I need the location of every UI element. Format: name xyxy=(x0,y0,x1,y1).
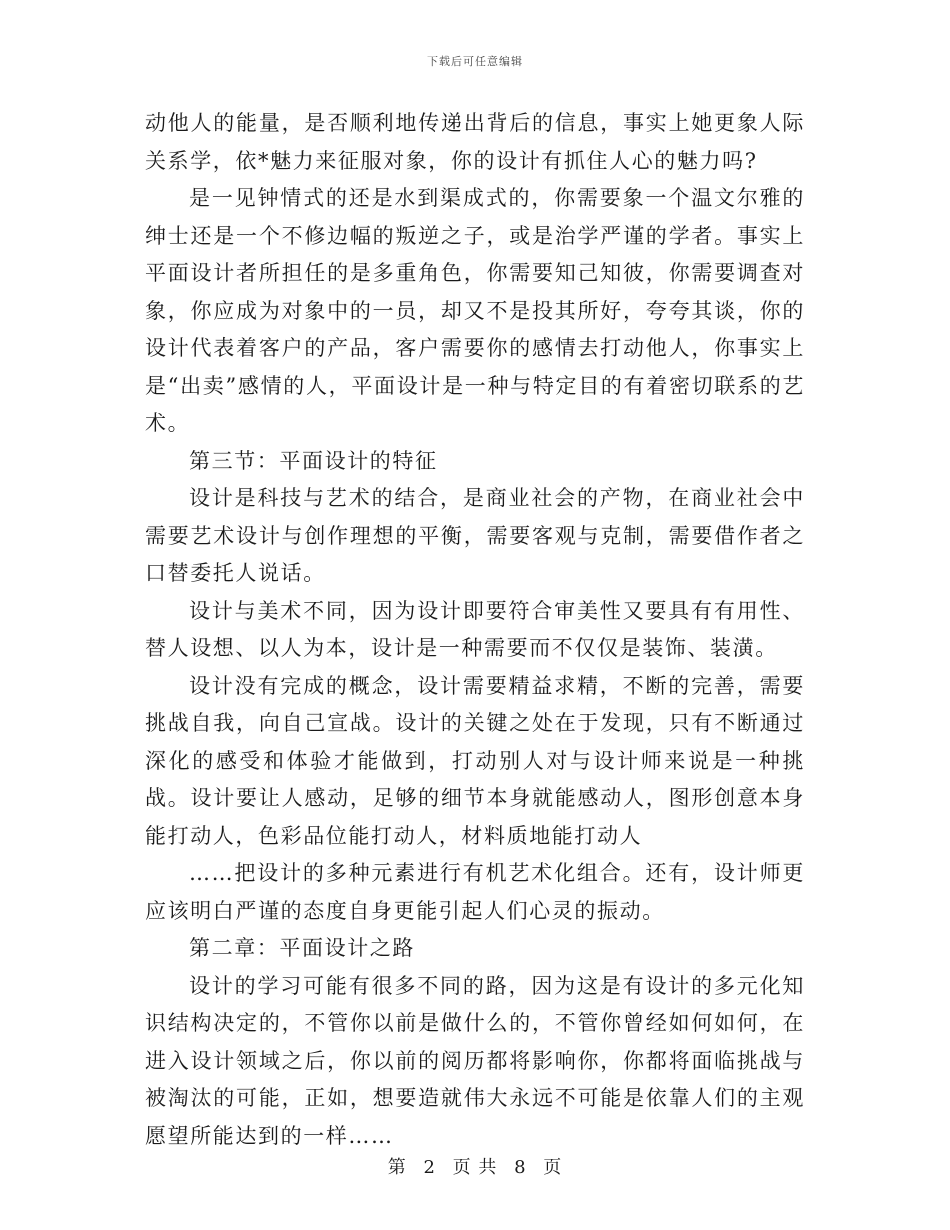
footer-prefix: 第 xyxy=(387,1157,407,1178)
paragraph: ……把设计的多种元素进行有机艺术化组合。还有，设计师更应该明白严谨的态度自身更能引起人们心灵的振动。 xyxy=(145,861,805,923)
page-number-footer xyxy=(0,1153,950,1179)
current-page-number: 2 xyxy=(423,1157,436,1178)
paragraph: 是一见钟情式的还是水到渠成式的，你需要象一个温文尔雅的绅士还是一个不修边幅的叛逆之子，或是治学严谨的学者。事实上平面设计者所担任的是多重角色，你需要知己知彼，你需要调查对象，你应成为对象中的一员，却又不是投其所好，夸夸其谈，你的设计代表着客户的产品，客户需要你的感情去打动他人，你事实上是“出卖”感情的人，平面设计是一种与特定目的有着密切联系的艺术。 xyxy=(145,186,805,435)
section-heading: 第三节：平面设计的特征 xyxy=(189,448,438,473)
paragraph-continuation: 动他人的能量，是否顺利地传递出背后的信息，事实上她更象人际关系学，依*魅力来征服对象，你的设计有抓住人心的魅力吗? xyxy=(145,111,805,173)
total-page-count: 8 xyxy=(514,1157,527,1178)
footer-middle: 页 共 xyxy=(452,1157,498,1178)
paragraph: 设计是科技与艺术的结合，是商业社会的产物，在商业社会中需要艺术设计与创作理想的平衡，需要客观与克制，需要借作者之口替委托人说话。 xyxy=(145,486,805,585)
chapter-heading: 第二章：平面设计之路 xyxy=(189,936,415,960)
document-body xyxy=(145,105,805,1155)
page-header: 下载后可任意编辑 xyxy=(427,55,523,68)
footer-suffix: 页 xyxy=(543,1157,563,1178)
paragraph: 设计的学习可能有很多不同的路，因为这是有设计的多元化知识结构决定的，不管你以前是做什么的，不管你曾经如何如何，在进入设计领域之后，你以前的阅历都将影响你，你都将面临挑战与被淘汰的可能，正如，想要造就伟大永远不可能是依靠人们的主观愿望所能达到的一样…… xyxy=(145,973,805,1148)
paragraph: 设计与美术不同，因为设计即要符合审美性又要具有有用性、替人设想、以人为本，设计是一种需要而不仅仅是装饰、装潢。 xyxy=(145,598,805,660)
paragraph: 设计没有完成的概念，设计需要精益求精，不断的完善，需要挑战自我，向自己宣战。设计的关键之处在于发现，只有不断通过深化的感受和体验才能做到，打动别人对与设计师来说是一种挑战。设计要让人感动，足够的细节本身就能感动人，图形创意本身能打动人，色彩品位能打动人，材料质地能打动人 xyxy=(145,673,805,848)
